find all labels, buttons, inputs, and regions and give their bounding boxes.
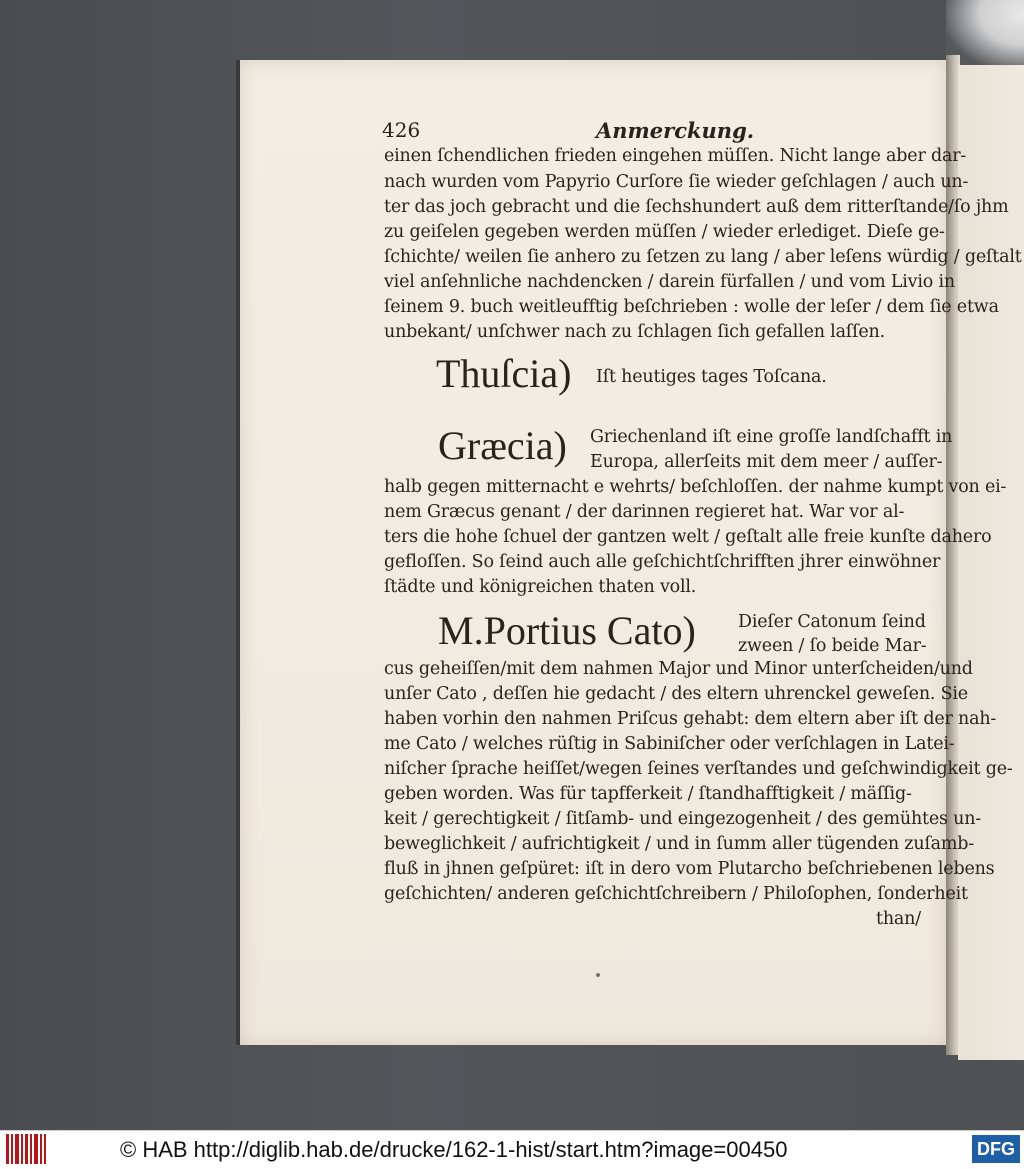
- catchword: than/: [876, 909, 921, 929]
- text-line: geſchichten/ anderen geſchichtſchreibern / Philoſophen, ſonderheit: [384, 884, 968, 904]
- text-line: beweglichkeit / aufrichtigkeit / und in ſumm aller tügenden zuſamb-: [384, 834, 975, 854]
- text-line: ter das joch gebracht und die ſechshundert auß dem ritterſtande/ſo jhm: [384, 197, 1009, 217]
- text-line: zu geiſelen gegeben werden müſſen / wieder erlediget. Dieſe ge-: [384, 222, 945, 242]
- text-line: me Cato / welches rüſtig in Sabiniſcher oder verſchlagen in Latei-: [384, 734, 955, 754]
- headword-thuscia: Thuſcia): [436, 351, 572, 396]
- text-line: ſchichte/ weilen ſie anhero zu ſetzen zu lang / aber leſens würdig / geſtalt: [384, 247, 1022, 267]
- text-line: geben worden. Was für tapfferkeit / ſtandhafftigkeit / mäſſig-: [384, 784, 912, 804]
- text-line: fluß in jhnen geſpüret: iſt in dero vom Plutarcho beſchriebenen lebens: [384, 859, 995, 879]
- text-line: gefloſſen. So ſeind auch alle geſchichtſchrifften jhrer einwöhner: [384, 552, 941, 572]
- text-line: keit / gerechtigkeit / ſitſamb- und eingezogenheit / des gemühtes un-: [384, 809, 982, 829]
- entry-text: Dieſer Catonum ſeind: [738, 612, 926, 632]
- dfg-logo[interactable]: DFG: [972, 1135, 1020, 1163]
- copyright-url[interactable]: © HAB http://diglib.hab.de/drucke/162-1-hist/start.htm?image=00450: [120, 1137, 788, 1162]
- text-line: einen ſchendlichen frieden eingehen müſſen. Nicht lange aber dar-: [384, 146, 967, 166]
- entry-text: Griechenland iſt eine groſſe landſchafft in: [590, 427, 953, 447]
- page-mark: [596, 973, 600, 977]
- text-line: unſer Cato , deſſen hie gedacht / des eltern uhrenckel geweſen. Sie: [384, 684, 968, 704]
- text-line: nach wurden vom Papyrio Curſore ſie wieder geſchlagen / auch un-: [384, 172, 969, 192]
- running-head: Anmerckung.: [596, 118, 755, 143]
- footer-bar: [0, 1130, 1024, 1169]
- text-line: viel anſehnliche nachdencken / darein fürfallen / und vom Livio in: [384, 272, 955, 292]
- text-line: ters die hohe ſchuel der gantzen welt / geſtalt alle freie kunſte dahero: [384, 527, 992, 547]
- headword-graecia: Græcia): [438, 423, 567, 468]
- text-line: niſcher ſprache heiſſet/wegen ſeines verſtandes und geſchwindigkeit ge-: [384, 759, 1013, 779]
- text-line: cus geheiſſen/mit dem nahmen Major und Minor unterſcheiden/und: [384, 659, 973, 679]
- entry-text: Iſt heutiges tages Toſcana.: [596, 367, 827, 387]
- text-line: ſeinem 9. buch weitleufftig beſchrieben : wolle der leſer / dem ſie etwa: [384, 297, 999, 317]
- text-line: unbekant/ unſchwer nach zu ſchlagen ſich gefallen laſſen.: [384, 322, 885, 342]
- entry-text: zween / ſo beide Mar-: [738, 636, 927, 656]
- text-line: haben vorhin den nahmen Priſcus gehabt: dem eltern aber iſt der nah-: [384, 709, 997, 729]
- text-line: halb gegen mitternacht e wehrts/ beſchloſſen. der nahme kumpt von ei-: [384, 477, 1007, 497]
- text-line: nem Græcus genant / der darinnen regieret hat. War vor al-: [384, 502, 905, 522]
- page-number: 426: [382, 118, 421, 142]
- headword-cato: M.Portius Cato): [438, 608, 696, 653]
- text-line: ſtädte und königreichen thaten voll.: [384, 577, 697, 597]
- entry-text: Europa, allerſeits mit dem meer / auſſer-: [590, 452, 943, 472]
- barcode-logo-icon: [6, 1134, 46, 1164]
